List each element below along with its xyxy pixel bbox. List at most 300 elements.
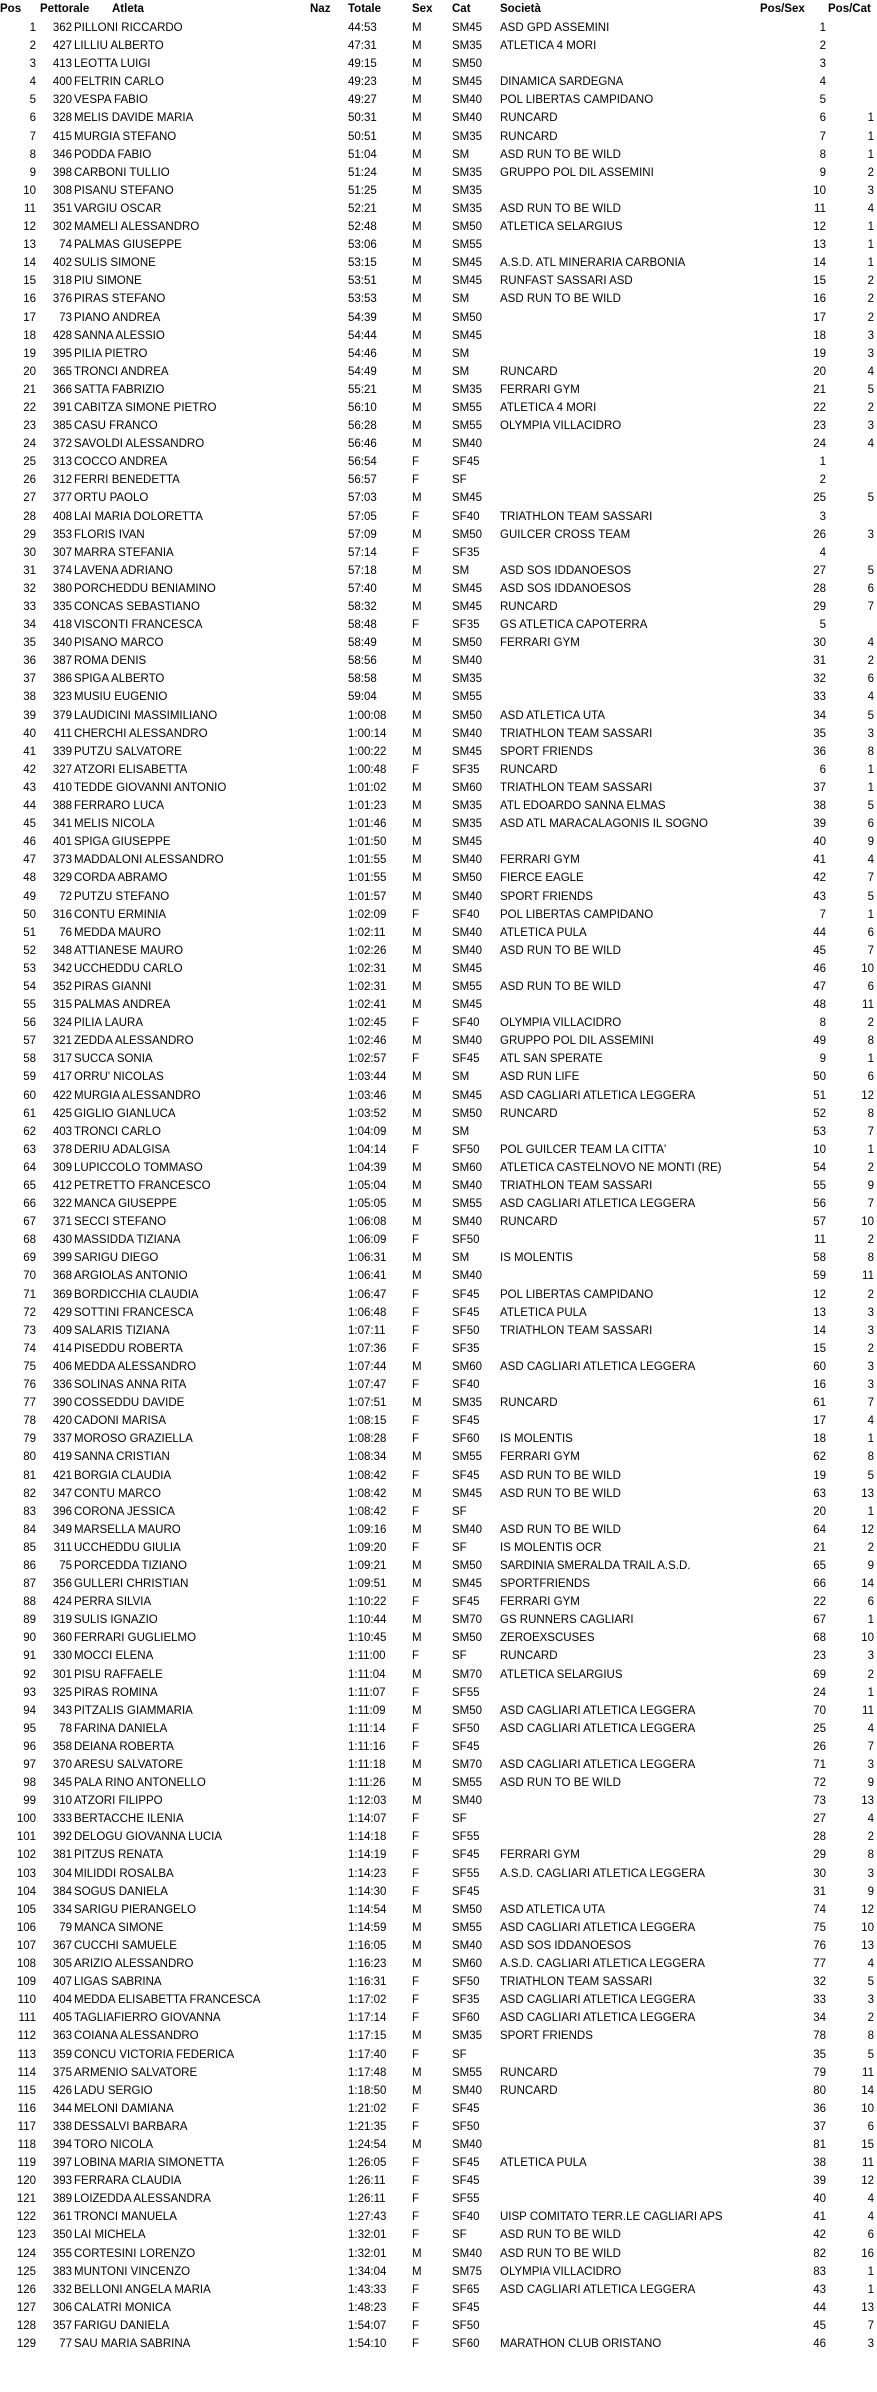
cell-total: 1:06:31 [348,1252,387,1265]
cell-pos-cat: 2 [867,1342,874,1355]
table-row [0,417,877,435]
cell-sex: F [412,1813,420,1826]
cell-pos: 13 [23,239,36,252]
cell-pos: 57 [23,1035,36,1048]
cell-cat: SM50 [452,637,483,650]
cell-sex: M [412,1252,422,1265]
table-row [0,580,877,598]
cell-bib: 390 [52,1397,72,1410]
cell-pos-cat: 9 [867,1559,874,1572]
table-row [0,218,877,236]
cell-athlete: FLORIS IVAN [74,528,145,541]
cell-sex: M [412,420,422,433]
cell-bib: 408 [52,510,72,523]
cell-athlete: PALMAS GIUSEPPE [74,239,182,252]
cell-pos-sex: 46 [813,962,826,975]
cell-total: 51:24 [348,166,377,179]
cell-sex: F [412,2120,420,2133]
cell-total: 55:21 [348,383,377,396]
cell-athlete: FARIGU DANIELA [74,2319,170,2332]
cell-sex: M [412,655,422,668]
cell-pos: 107 [16,1939,36,1952]
table-row [0,19,877,37]
table-row [0,2226,877,2244]
cell-cat: SF45 [452,456,480,469]
cell-total: 53:51 [348,275,377,288]
cell-pos-cat: 5 [867,890,874,903]
cell-cat: SM35 [452,673,483,686]
cell-cat: SM50 [452,528,483,541]
cell-pos-sex: 2 [819,474,826,487]
cell-athlete: PISANU STEFANO [74,184,174,197]
cell-cat: SM35 [452,130,483,143]
cell-sex: M [412,1216,422,1229]
table-row [0,1792,877,1810]
table-row [0,1467,877,1485]
cell-cat: SM40 [452,926,483,939]
cell-sex: F [412,763,420,776]
cell-pos-cat: 10 [861,962,874,975]
cell-pos-sex: 15 [813,1342,826,1355]
cell-athlete: ARGIOLAS ANTONIO [74,1270,188,1283]
cell-pos-cat: 1 [867,908,874,921]
table-row [0,652,877,670]
cell-pos-cat: 7 [867,2319,874,2332]
cell-pos: 125 [16,2265,36,2278]
cell-pos: 21 [23,383,36,396]
cell-pos-cat: 3 [867,1867,874,1880]
cell-sex: M [412,818,422,831]
cell-total: 44:53 [348,22,377,34]
cell-pos-cat: 4 [867,2193,874,2206]
cell-bib: 411 [53,727,72,740]
table-row [0,1195,877,1213]
cell-athlete: CORONA JESSICA [74,1505,175,1518]
cell-sex: M [412,148,422,161]
cell-sex: M [412,1071,422,1084]
table-row [0,146,877,164]
cell-society: GUILCER CROSS TEAM [500,528,631,541]
cell-cat: SF45 [452,1469,480,1482]
cell-total: 49:23 [348,76,377,89]
cell-cat: SM50 [452,221,483,234]
table-row [0,544,877,562]
cell-society: ASD GPD ASSEMINI [500,22,610,34]
cell-sex: M [412,365,422,378]
cell-bib: 373 [52,854,72,867]
cell-cat: SF40 [452,510,480,523]
cell-society: ASD RUN TO BE WILD [500,1469,621,1482]
cell-total: 1:06:08 [348,1216,387,1229]
cell-sex: M [412,800,422,813]
cell-pos-sex: 23 [813,420,826,433]
cell-cat: SM45 [452,962,483,975]
cell-sex: M [412,275,422,288]
cell-pos-sex: 61 [813,1397,826,1410]
cell-pos-sex: 25 [813,492,826,505]
cell-bib: 347 [52,1487,72,1500]
cell-total: 1:06:47 [348,1288,387,1301]
table-row [0,1267,877,1285]
cell-sex: M [412,1614,422,1627]
cell-pos: 115 [17,2084,36,2097]
cell-bib: 342 [52,962,72,975]
cell-pos: 112 [17,2030,36,2043]
cell-society: ATLETICA CASTELNOVO NE MONTI (RE) [500,1161,722,1174]
cell-bib: 410 [52,781,72,794]
cell-society: IS MOLENTIS OCR [500,1541,602,1554]
cell-bib: 332 [52,2283,72,2296]
cell-cat: SF [452,1541,467,1554]
cell-total: 58:58 [348,673,377,686]
cell-bib: 352 [52,980,72,993]
cell-total: 1:21:02 [348,2102,387,2115]
cell-cat: SM35 [452,166,483,179]
cell-pos-sex: 42 [813,872,826,885]
cell-cat: SM [452,347,470,360]
cell-pos: 16 [23,293,36,306]
cell-total: 58:56 [348,655,377,668]
cell-cat: SF55 [452,2193,480,2206]
cell-athlete: MANCA GIUSEPPE [74,1198,177,1211]
cell-pos: 51 [23,926,36,939]
cell-cat: SM55 [452,2066,483,2079]
cell-bib: 312 [52,474,72,487]
cell-bib: 72 [59,890,72,903]
cell-total: 1:16:05 [348,1939,387,1952]
cell-athlete: CONTU MARCO [74,1487,161,1500]
cell-sex: M [412,2030,422,2043]
cell-society: GRUPPO POL DIL ASSEMINI [500,1035,654,1048]
cell-bib: 379 [52,709,72,722]
cell-bib: 338 [52,2120,72,2133]
cell-society: RUNFAST SASSARI ASD [500,275,633,288]
cell-pos-cat: 5 [867,383,874,396]
cell-pos: 63 [23,1143,36,1156]
cell-pos-sex: 15 [813,275,826,288]
cell-pos-cat: 8 [867,1252,874,1265]
cell-pos-cat: 4 [867,365,874,378]
cell-bib: 328 [52,112,72,125]
cell-cat: SF [452,1650,467,1663]
cell-pos: 53 [23,962,36,975]
cell-cat: SM40 [452,112,483,125]
cell-athlete: MELIS NICOLA [74,818,155,831]
cell-pos-sex: 30 [813,637,826,650]
table-row [0,1702,877,1720]
cell-pos-sex: 79 [813,2066,826,2079]
table-row [0,2172,877,2190]
cell-sex: M [412,221,422,234]
cell-pos-sex: 45 [813,2319,826,2332]
cell-society: RUNCARD [500,1397,558,1410]
cell-total: 51:04 [348,148,377,161]
cell-cat: SM35 [452,40,483,53]
cell-total: 1:17:02 [348,1994,387,2007]
cell-cat: SM45 [452,999,483,1012]
cell-total: 57:40 [348,582,377,595]
cell-total: 54:46 [348,347,377,360]
cell-society: ASD RUN TO BE WILD [500,1523,621,1536]
cell-bib: 393 [52,2175,72,2188]
cell-cat: SF [452,1813,467,1826]
cell-bib: 396 [52,1505,72,1518]
cell-total: 1:07:11 [348,1324,386,1337]
cell-pos: 50 [23,908,36,921]
cell-sex: F [412,1885,420,1898]
cell-athlete: PIU SIMONE [74,275,142,288]
cell-cat: SM45 [452,22,483,34]
cell-athlete: BERTACCHE ILENIA [74,1813,184,1826]
cell-bib: 365 [52,365,72,378]
table-row [0,254,877,272]
cell-athlete: ARIZIO ALESSANDRO [74,1958,194,1971]
cell-pos-sex: 20 [813,365,826,378]
cell-athlete: MEDDA ALESSANDRO [74,1360,197,1373]
cell-bib: 413 [52,58,72,71]
cell-pos-sex: 7 [819,130,826,143]
cell-total: 1:10:22 [348,1596,387,1609]
cell-pos-sex: 6 [819,112,826,125]
cell-bib: 421 [52,1469,72,1482]
cell-pos-cat: 3 [867,1324,874,1337]
cell-cat: SM50 [452,311,483,324]
cell-cat: SM40 [452,890,483,903]
cell-pos-cat: 8 [867,1035,874,1048]
cell-pos-cat: 8 [867,1451,874,1464]
cell-pos-cat: 2 [867,2012,874,2025]
table-row [0,1901,877,1919]
cell-total: 49:27 [348,94,377,107]
cell-cat: SF55 [452,1867,480,1880]
cell-sex: M [412,601,422,613]
cell-pos: 48 [23,872,36,885]
cell-cat: SF45 [452,2157,480,2170]
cell-society: POL LIBERTAS CAMPIDANO [500,1288,654,1301]
table-row [0,1050,877,1068]
cell-total: 57:18 [348,564,377,577]
cell-athlete: SOLINAS ANNA RITA [74,1379,187,1392]
cell-bib: 330 [52,1650,72,1663]
cell-bib: 414 [52,1342,72,1355]
cell-sex: M [412,872,422,885]
cell-pos: 66 [23,1198,36,1211]
cell-total: 54:44 [348,329,377,342]
cell-pos-sex: 56 [813,1198,826,1211]
cell-athlete: CONTU ERMINIA [74,908,166,921]
cell-pos-sex: 10 [813,1143,826,1156]
cell-bib: 358 [52,1740,72,1753]
cell-bib: 378 [52,1143,72,1156]
table-row [0,1286,877,1304]
cell-athlete: MOROSO GRAZIELLA [74,1433,193,1446]
table-row [0,761,877,779]
cell-pos-sex: 5 [819,94,826,107]
table-row [0,2245,877,2263]
cell-sex: M [412,2066,422,2079]
table-row [0,598,877,616]
cell-pos: 64 [23,1161,36,1174]
cell-sex: M [412,1451,422,1464]
cell-athlete: GULLERI CHRISTIAN [74,1578,189,1591]
cell-pos: 45 [23,818,36,831]
cell-pos-cat: 1 [867,257,874,270]
cell-sex: M [412,1939,422,1952]
cell-pos-cat: 7 [867,1125,874,1138]
table-row [0,2082,877,2100]
cell-sex: F [412,1849,420,1862]
cell-pos: 70 [23,1270,36,1283]
cell-athlete: LAI MARIA DOLORETTA [74,510,203,523]
cell-sex: F [412,1722,420,1735]
cell-pos-sex: 44 [813,2301,826,2314]
cell-total: 1:08:42 [348,1505,387,1518]
cell-sex: M [412,2265,422,2278]
cell-pos-cat: 4 [867,1415,874,1428]
cell-total: 1:06:48 [348,1306,387,1319]
cell-total: 1:11:09 [348,1704,386,1717]
cell-sex: M [412,1921,422,1934]
cell-athlete: MEDDA MAURO [74,926,161,939]
cell-sex: F [412,2211,420,2224]
cell-cat: SF55 [452,1831,480,1844]
cell-sex: M [412,890,422,903]
cell-pos-cat: 6 [867,2229,874,2242]
table-row [0,869,877,887]
cell-pos-cat: 3 [867,2338,874,2350]
cell-pos-sex: 41 [813,2211,826,2224]
cell-pos: 88 [23,1596,36,1609]
cell-sex: F [412,1867,420,1880]
cell-total: 1:00:14 [348,727,387,740]
cell-cat: SM45 [452,582,483,595]
cell-cat: SM35 [452,1397,483,1410]
cell-bib: 321 [52,1035,72,1048]
cell-athlete: LAI MICHELA [74,2229,146,2242]
cell-total: 1:16:31 [348,1976,387,1989]
cell-bib: 350 [52,2229,72,2242]
cell-cat: SF35 [452,763,480,776]
cell-sex: M [412,745,422,758]
cell-pos-cat: 1 [867,1053,874,1066]
cell-pos: 31 [23,564,36,577]
cell-society: ASD SOS IDDANOESOS [500,564,632,577]
cell-pos-sex: 19 [813,1469,826,1482]
cell-cat: SM60 [452,781,483,794]
table-row [0,2299,877,2317]
cell-pos-sex: 31 [813,655,826,668]
cell-cat: SM35 [452,202,483,215]
cell-pos: 23 [23,420,36,433]
cell-pos-cat: 6 [867,582,874,595]
cell-pos-cat: 3 [867,1379,874,1392]
cell-pos-cat: 1 [867,130,874,143]
cell-sex: M [412,383,422,396]
cell-pos-cat: 3 [867,727,874,740]
cell-pos-sex: 13 [813,1306,826,1319]
table-row [0,1068,877,1086]
cell-cat: SM40 [452,727,483,740]
cell-pos-cat: 2 [867,1017,874,1030]
cell-total: 1:21:35 [348,2120,387,2133]
table-row [0,2154,877,2172]
cell-athlete: TORO NICOLA [74,2138,154,2151]
cell-cat: SF60 [452,2012,480,2025]
cell-athlete: CORDA ABRAMO [74,872,168,885]
cell-cat: SF35 [452,546,480,559]
table-row [0,327,877,345]
cell-pos-sex: 34 [813,709,826,722]
cell-pos: 71 [23,1288,36,1301]
table-row [0,1141,877,1159]
cell-society: GS RUNNERS CAGLIARI [500,1614,634,1627]
table-row [0,1412,877,1430]
cell-total: 1:04:09 [348,1125,387,1138]
cell-pos-cat: 2 [867,311,874,324]
cell-total: 1:12:03 [348,1795,387,1808]
cell-total: 1:24:54 [348,2138,387,2151]
table-row [0,1756,877,1774]
cell-pos-sex: 6 [819,763,826,776]
cell-sex: M [412,926,422,939]
cell-pos: 116 [17,2102,36,2115]
cell-society: POL GUILCER TEAM LA CITTA' [500,1143,667,1156]
cell-bib: 412 [52,1180,72,1192]
cell-sex: F [412,510,420,523]
cell-pos-sex: 12 [813,1288,826,1301]
cell-cat: SF45 [452,1288,480,1301]
cell-pos: 17 [23,311,36,324]
cell-cat: SM50 [452,1107,483,1120]
cell-cat: SM55 [452,420,483,433]
cell-sex: F [412,1324,420,1337]
cell-society: RUNCARD [500,1216,558,1229]
table-row [0,55,877,73]
cell-total: 1:14:59 [348,1921,387,1934]
cell-pos: 25 [23,456,36,469]
cell-pos-sex: 50 [813,1071,826,1084]
cell-sex: M [412,1795,422,1808]
cell-cat: SM50 [452,1704,483,1717]
cell-society: ATL SAN SPERATE [500,1053,603,1066]
cell-pos-sex: 34 [813,2012,826,2025]
cell-pos-cat: 7 [867,944,874,957]
cell-society: ATL EDOARDO SANNA ELMAS [500,800,666,813]
cell-society: ASD CAGLIARI ATLETICA LEGGERA [500,1722,696,1735]
cell-pos-cat: 3 [867,1994,874,2007]
table-row [0,1937,877,1955]
cell-bib: 343 [52,1704,72,1717]
cell-pos: 102 [16,1849,36,1862]
cell-total: 1:14:23 [348,1867,387,1880]
table-row [0,1358,877,1376]
cell-athlete: MILIDDI ROSALBA [74,1867,174,1880]
cell-bib: 372 [52,438,72,451]
cell-bib: 74 [59,239,72,252]
cell-cat: SF45 [452,1740,480,1753]
cell-cat: SF40 [452,2211,480,2224]
cell-society: RUNCARD [500,601,558,613]
cell-pos: 78 [23,1415,36,1428]
cell-bib: 335 [52,601,72,613]
cell-cat: SM55 [452,691,483,704]
cell-pos-sex: 30 [813,1867,826,1880]
cell-cat: SF40 [452,1379,480,1392]
table-row [0,616,877,634]
table-row [0,2064,877,2082]
cell-sex: M [412,1632,422,1645]
table-row [0,924,877,942]
